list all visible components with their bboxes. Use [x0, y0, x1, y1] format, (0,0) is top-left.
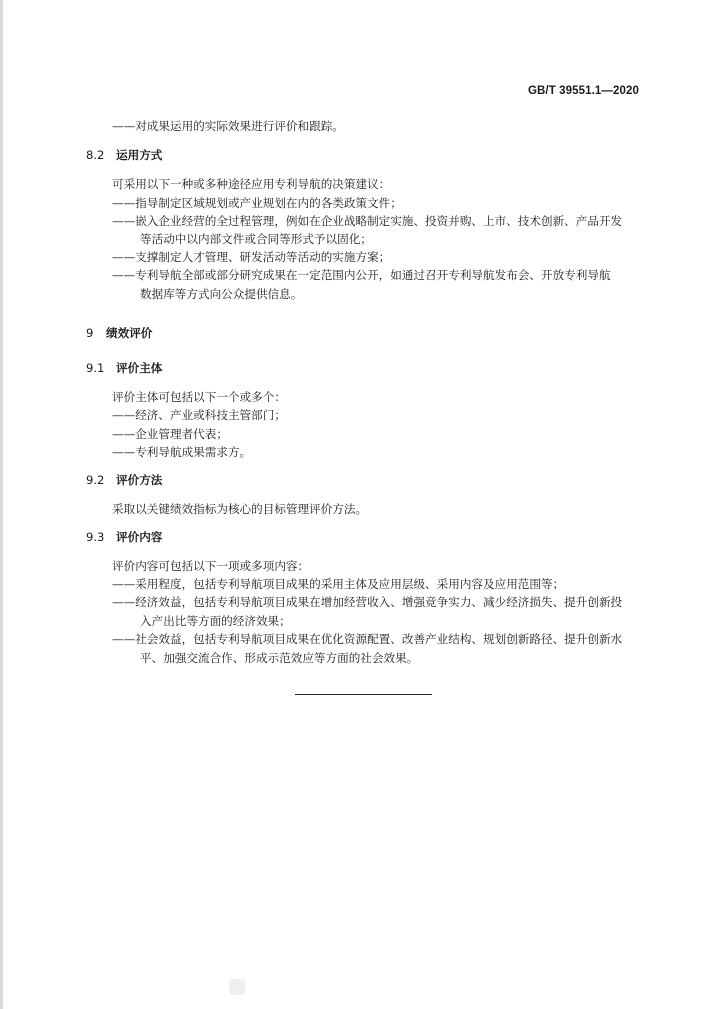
- list-item: ——企业管理者代表；: [112, 427, 228, 441]
- section-heading-9: [86, 326, 152, 340]
- list-item: ——指导制定区域规划或产业规划在内的各类政策文件；: [112, 196, 402, 210]
- list-item-continuation: 平、加强交流合作、形成示范效应等方面的社会效果。: [140, 651, 419, 665]
- section-title: 评价内容: [116, 530, 163, 544]
- section-heading-9-3: [86, 530, 162, 544]
- list-item: ——专利导航成果需求方。: [112, 445, 252, 459]
- list-item-continuation: 数据库等方式向公众提供信息。: [140, 287, 303, 301]
- section-number: 9.3: [86, 530, 105, 544]
- section-number: 9.1: [86, 361, 105, 375]
- list-item: ——专利导航全部或部分研究成果在一定范围内公开，如通过召开专利导航发布会、开放专利导航: [112, 268, 611, 282]
- paragraph: 可采用以下一种或多种途径应用专利导航的决策建议：: [112, 177, 391, 191]
- list-item: ——嵌入企业经营的全过程管理，例如在企业战略制定实施、投资并购、上市、技术创新、产品开发: [112, 214, 623, 228]
- page-edge: [0, 0, 3, 1009]
- list-item-continuation: 等活动中以内部文件或合同等形式予以固化；: [140, 232, 372, 246]
- end-rule: [295, 694, 432, 695]
- paragraph: 采取以关键绩效指标为核心的目标管理评价方法。: [112, 502, 368, 516]
- list-item-continuation: 入产出比等方面的经济效果；: [140, 614, 291, 628]
- section-title: 绩效评价: [106, 326, 153, 340]
- list-item: ——经济、产业或科技主管部门；: [112, 408, 286, 422]
- section-number: 8.2: [86, 148, 105, 162]
- list-item: ——经济效益，包括专利导航项目成果在增加经营收入、增强竞争实力、减少经济损失、提升创新投: [112, 595, 623, 609]
- section-heading-9-2: [86, 473, 162, 487]
- list-item: ——采用程度，包括专利导航项目成果的采用主体及应用层级、采用内容及应用范围等；: [112, 577, 565, 591]
- section-number: 9.2: [86, 473, 105, 487]
- paragraph: 评价主体可包括以下一个或多个：: [112, 390, 286, 404]
- standard-code: GB/T 39551.1—2020: [527, 85, 639, 97]
- list-item: ——社会效益，包括专利导航项目成果在优化资源配置、改善产业结构、规划创新路径、提升创新水: [112, 632, 623, 646]
- list-item: ——支撑制定人才管理、研发活动等活动的实施方案；: [112, 250, 391, 264]
- section-heading-9-1: [86, 361, 162, 375]
- section-title: 评价方法: [116, 473, 163, 487]
- section-heading-8-2: [86, 148, 162, 162]
- section-number: 9: [86, 326, 94, 340]
- paragraph: 评价内容可包括以下一项或多项内容：: [112, 559, 310, 573]
- list-item: ——对成果运用的实际效果进行评价和跟踪。: [112, 119, 344, 133]
- section-title: 运用方式: [116, 148, 163, 162]
- watermark-logo-icon: [229, 979, 245, 995]
- section-title: 评价主体: [116, 361, 163, 375]
